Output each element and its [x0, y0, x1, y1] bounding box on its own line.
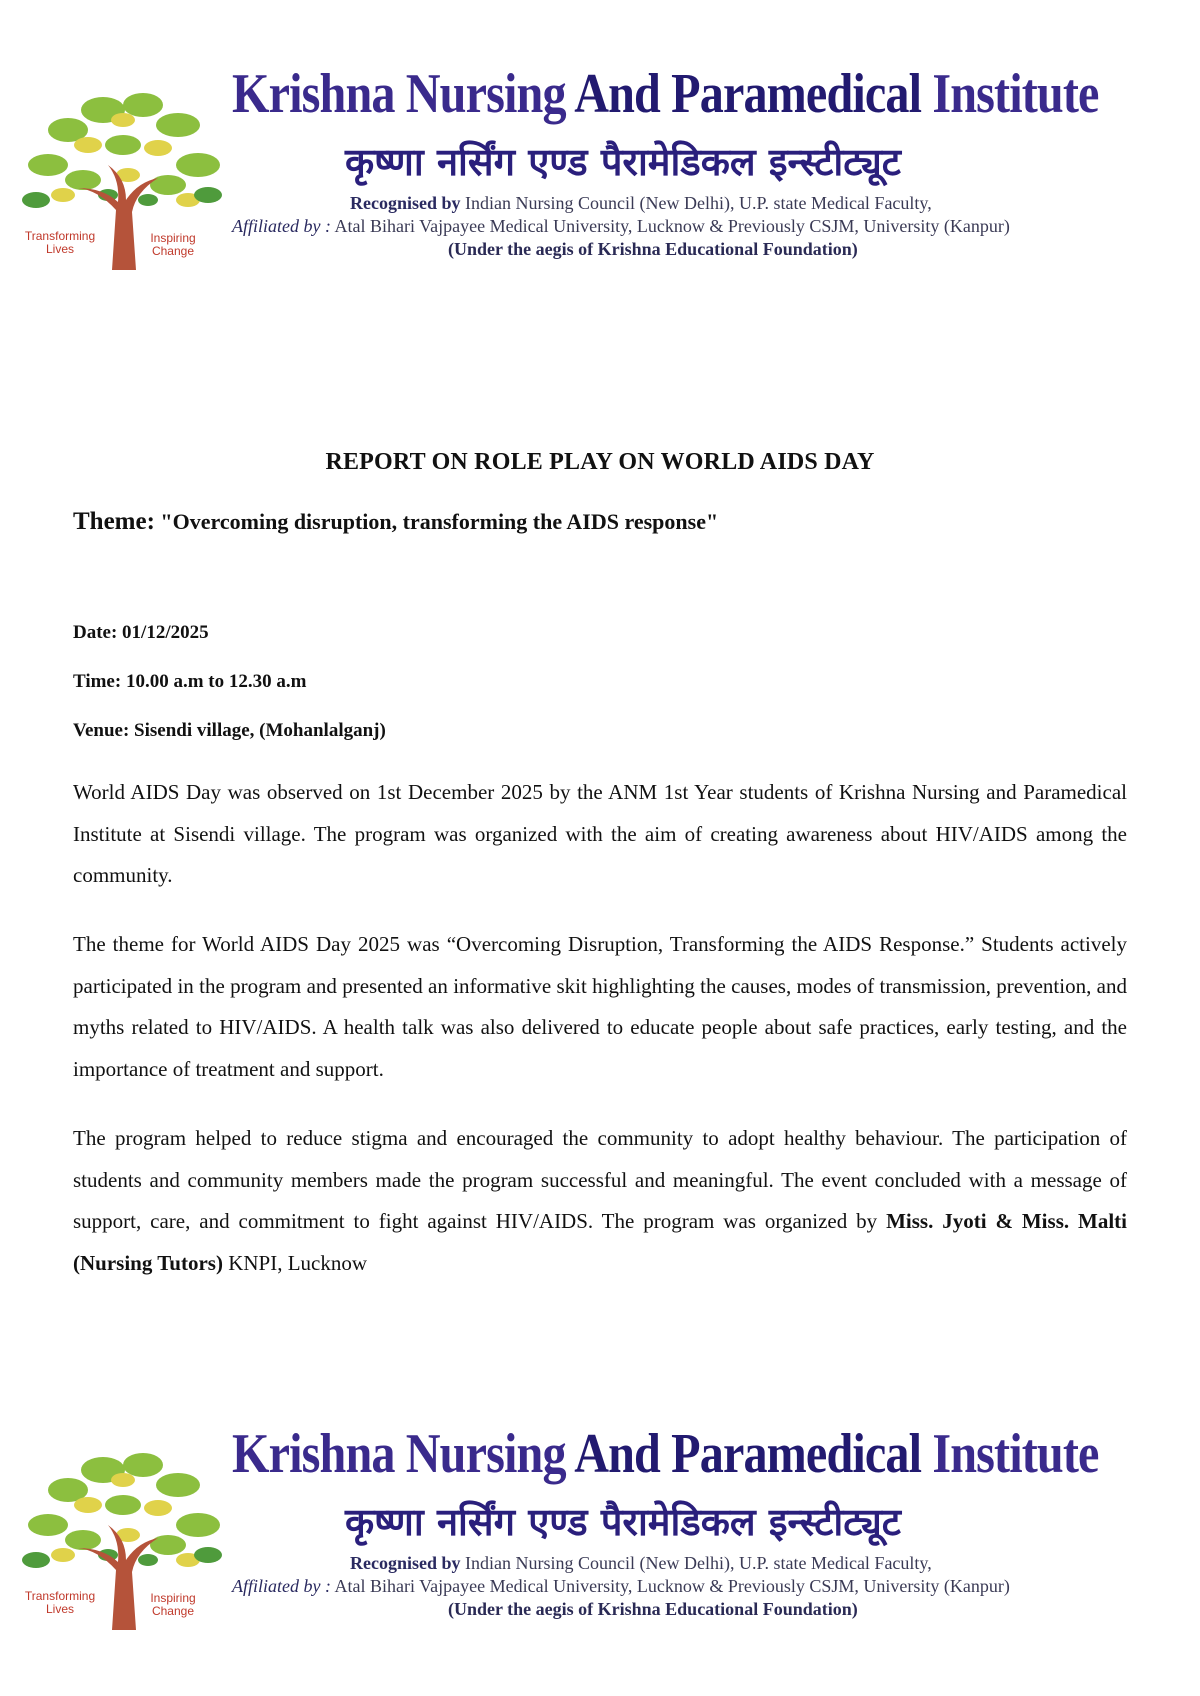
- paragraph-3-text: The program helped to reduce stigma and encouraged the community to adopt healthy behaviour. The participation of students and community members made the program successful and meaningful. The event concluded with a message of support, care, and commitment to fight against HIV/AIDS. The program was organized by: [73, 1126, 1127, 1233]
- institute-name-part2: And Paramedical: [574, 63, 922, 125]
- recognised-text: Indian Nursing Council (New Delhi), U.P. state Medical Faculty,: [465, 193, 932, 213]
- institute-logo: [8, 70, 238, 275]
- aegis-line: (Under the aegis of Krishna Educational Foundation): [448, 239, 858, 259]
- affiliation-line: [232, 1575, 1010, 1597]
- paragraph-2: The theme for World AIDS Day 2025 was “Overcoming Disruption, Transforming the AIDS Response.” Students actively participated in the program and presented an informative skit highlighting the causes, modes of transmission, prevention, and myths related to HIV/AIDS. A health talk was also delivered to educate people about safe practices, early testing, and the importance of treatment and support.: [73, 932, 1127, 1081]
- institute-name-part1: Krishna Nursing: [232, 1423, 566, 1485]
- report-title: REPORT ON ROLE PLAY ON WORLD AIDS DAY: [325, 449, 875, 475]
- institute-name: [232, 1420, 1099, 1488]
- affiliated-label: Affiliated by :: [232, 1576, 331, 1596]
- theme-text: "Overcoming disruption, transforming the AIDS response": [160, 509, 719, 534]
- recognised-text: Indian Nursing Council (New Delhi), U.P. state Medical Faculty,: [465, 1553, 932, 1573]
- letterhead-bottom: [0, 1420, 1200, 1640]
- institute-name-part2: And Paramedical: [574, 1423, 922, 1485]
- institute-name-part1: Krishna Nursing: [232, 63, 566, 125]
- institute-name-part3: Institute: [932, 1423, 1099, 1485]
- logo-caption-left: Transforming Lives: [24, 229, 96, 256]
- affiliation-line: [232, 215, 1010, 237]
- theme-line: [73, 508, 718, 536]
- affiliated-text: Atal Bihari Vajpayee Medical University, Lucknow & Previously CSJM, University (Kanpur): [334, 216, 1010, 236]
- institute-name: [232, 60, 1099, 128]
- affiliated-text: Atal Bihari Vajpayee Medical University, Lucknow & Previously CSJM, University (Kanpur): [334, 1576, 1010, 1596]
- institute-name-hindi: कृष्णा नर्सिंग एण्ड पैरामेडिकल इन्स्टीट्यूट: [345, 140, 901, 184]
- recognised-label: Recognised by: [350, 1553, 461, 1573]
- paragraph-1: World AIDS Day was observed on 1st December 2025 by the ANM 1st Year students of Krishna Nursing and Paramedical Institute at Sisendi village. The program was organized with the aim of creating awareness about HIV/AIDS among the community.: [73, 780, 1127, 887]
- institute-name-hindi: कृष्णा नर्सिंग एण्ड पैरामेडिकल इन्स्टीट्यूट: [345, 1500, 901, 1544]
- logo-caption-right: Inspiring Change: [150, 231, 196, 258]
- institute-name-part3: Institute: [932, 63, 1099, 125]
- letterhead-top: [0, 60, 1200, 280]
- paragraph-3: [73, 1118, 1127, 1284]
- paragraph-3-org: KNPI,: [222, 1250, 283, 1275]
- affiliated-label: Affiliated by :: [232, 216, 331, 236]
- recognised-label: Recognised by: [350, 193, 461, 213]
- paragraph-3-end: Lucknow: [282, 1250, 368, 1275]
- logo-caption-right: Inspiring Change: [150, 1591, 196, 1618]
- aegis-line: (Under the aegis of Krishna Educational Foundation): [448, 1599, 858, 1619]
- institute-logo-bottom: [8, 1430, 238, 1635]
- logo-caption-left: Transforming Lives: [24, 1589, 96, 1616]
- recognition-line: [350, 192, 932, 214]
- report-venue: Venue: Sisendi village, (Mohanlalganj): [73, 720, 386, 741]
- report-time: Time: 10.00 a.m to 12.30 a.m: [73, 671, 307, 692]
- organizers: Miss. Jyoti & Miss. Malti (Nursing Tutors): [73, 1209, 1128, 1275]
- report-date: Date: 01/12/2025: [73, 622, 209, 643]
- recognition-line: [350, 1552, 932, 1574]
- theme-label: Theme:: [73, 508, 155, 535]
